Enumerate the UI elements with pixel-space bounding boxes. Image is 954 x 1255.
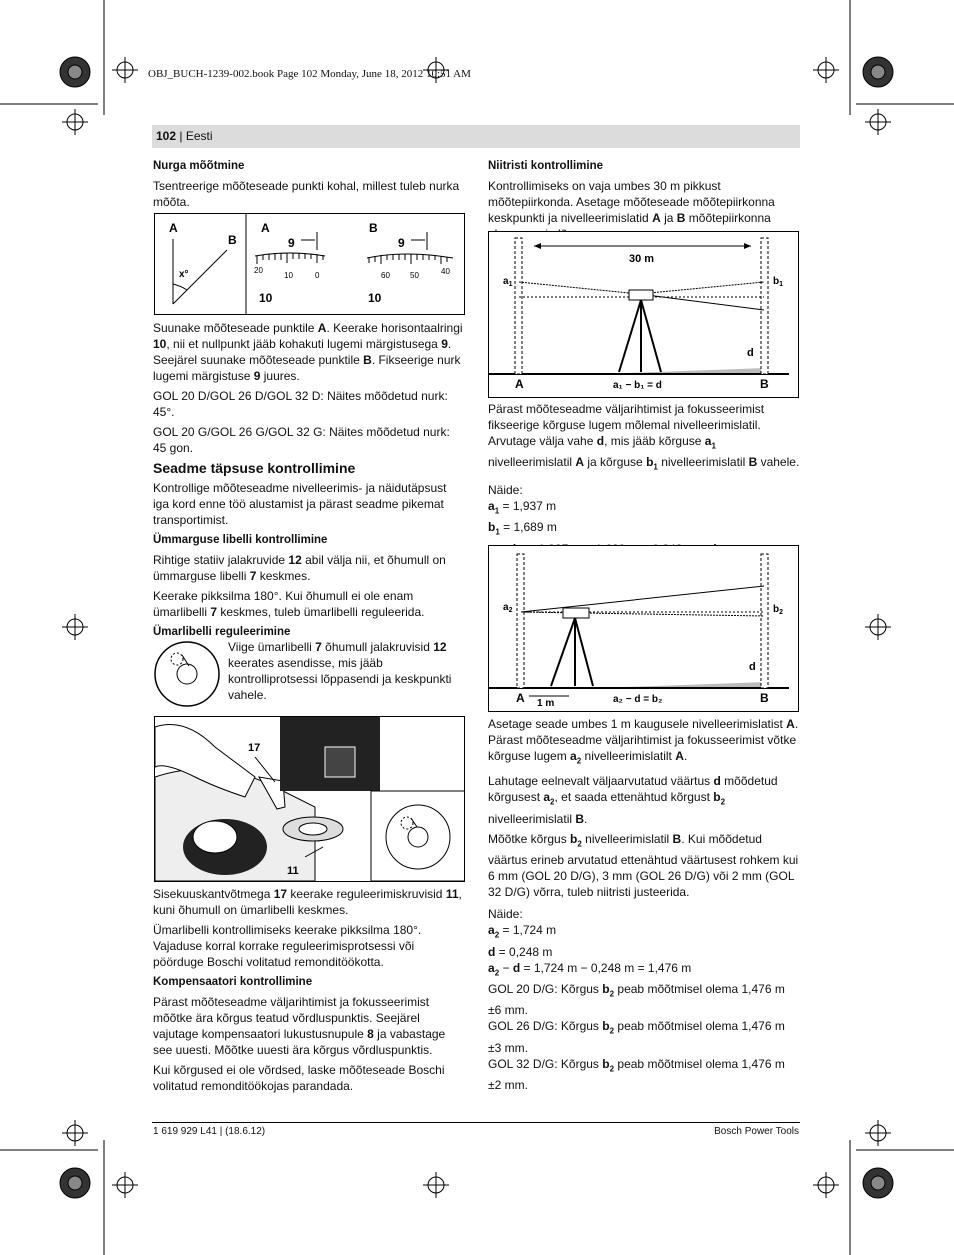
book-slug: OBJ_BUCH-1239-002.book Page 102 Monday, June 18, 2012 10:51 AM bbox=[148, 68, 471, 80]
crosshair-figure-1 bbox=[488, 231, 799, 398]
svg-text:50: 50 bbox=[410, 271, 419, 280]
svg-text:b2: $b_2$ bbox=[773, 604, 784, 616]
adjustment-figure bbox=[154, 716, 465, 882]
ref-11: 11 bbox=[287, 865, 299, 877]
svg-text:a1: $a_1$ bbox=[503, 276, 513, 288]
svg-text:a2: $a_2$ bbox=[503, 602, 513, 614]
heading-circular-level: Ümmarguse libelli kontrollimine bbox=[153, 534, 328, 546]
svg-text:0: 0 bbox=[315, 271, 320, 280]
footer-rule bbox=[152, 1122, 800, 1123]
right-column-middle: Pärast mõõteseadme väljarihtimist ja fokusseerimist fikseerige kõrguse lugem mõlemal nivelleerimislatil. Arvutage välja vahe d, mis jääb kõrguse $a_1$ nivelleerimislatil A ja kõrguse $b_1$ nivelleerimislatil B vahele. Näide: $a_1 = 1,937$ m $b_1 = 1,689$ m bbox=[488, 402, 800, 537]
page-header: 102 | Eesti bbox=[156, 129, 213, 143]
heading-compensator: Kompensaatori kontrollimine bbox=[153, 976, 313, 988]
angle-label-b: B bbox=[228, 233, 237, 247]
svg-text:10: 10 bbox=[284, 271, 293, 280]
svg-text:d: d bbox=[749, 661, 756, 673]
left-column-bottom: Sisekuuskantvõtmega 17 keerake reguleerimiskruvisid 11, kuni õhumull on ümarlibelli keskmes. Ümarlibelli kontrollimiseks keerake pikksilma 180°. Vajaduse korral korrake reguleerimisprotsessi või pöörduge Boschi volitatud remonditöökotta. Kompensaatori kontrollimine Pärast mõõteseadme väljarihtimist ja fokusseerimist mõõtke ära kõrgus teatud võrdluspunktis. Seejärel vajutage kompensaatori lukustusnupule 8 ja vabastage see uuesti. Mõõtke uuesti ära kõrgus võrdluspunktis. Kui kõrgused ei ole võrdsed, laske mõõteseade Boschi volitatud remonditöökojas parandada. bbox=[153, 886, 465, 1098]
svg-text:20: 20 bbox=[254, 266, 263, 275]
svg-text:A: A bbox=[516, 691, 525, 705]
heading-accuracy-check: Seadme täpsuse kontrollimine bbox=[153, 460, 356, 476]
heading-level-adjust: Ümarlibelli reguleerimine bbox=[153, 626, 291, 638]
bubble-level-icon bbox=[153, 640, 221, 708]
svg-text:a₂ − d = b₂: a₂ − d = b₂ bbox=[613, 694, 663, 705]
page-header-bar bbox=[152, 125, 800, 148]
page-number: 102 bbox=[156, 129, 177, 143]
svg-text:B: B bbox=[760, 691, 769, 705]
left-column-middle: Suunake mõõteseade punktile A. Keerake horisontaalringi 10, nii et nullpunkt jääb kohakuti lugemi märgistusega 9. Seejärel suunake mõõteseade punktile B. Fikseerige nurk lugemi märgistuse 9 juures. GOL 20 D/GOL 26 D/GOL 32 D: Näites mõõdetud nurk: 45°. GOL 20 G/GOL 26 G/GOL 32 G: Näites mõõdetud nurk: 45 gon. Seadme täpsuse kontrollimine Kontrollige mõõteseadme nivelleerimis- ja näidutäpsust iga kord enne töö alustamist ja pärast seadme pikemat transportimist. Ümmarguse libelli kontrollimine Rihtige statiiv jalakruvide 12 abil välja nii, et õhumull on ümmarguse libelli 7 keskmes. Keerake pikksilma 180°. Kui õhumull ei ole enam ümarlibelli 7 keskmes, tuleb ümarlibelli reguleerida. Ümarlibelli reguleerimine bbox=[153, 320, 465, 644]
svg-text:b1: $b_1$ bbox=[773, 276, 784, 288]
panel-b-nine: 9 bbox=[398, 236, 405, 250]
svg-text:a₁ − b₁ = d: a₁ − b₁ = d bbox=[613, 380, 662, 391]
ref-17: 17 bbox=[248, 742, 261, 754]
right-column-bottom: Asetage seade umbes 1 m kaugusele nivelleerimislatist A. Pärast mõõteseadme väljarihtimist ja fokusseerimist võtke kõrguse lugem $a_2$ nivelleerimislatilt A. Lahutage eelnevalt väljaarvutatud väärtus d mõõdetud kõrgusest $a_2$, et saada ettenähtud kõrgust $b_2$ nivelleerimislatil B. Mõõtke kõrgus $b_2$ nivelleerimislatil B. Kui mõõdetud väärtus erineb arvutatud ettenähtud väärtusest rohkem kui 6 mm (GOL 20 D/G), 3 mm (GOL 26 D/G) või 2 mm (GOL 32 D/G) võrra, tuleb niitristi justeerida. Näide: $a_2 = 1,724$ m d = 0,248 m $a_2 - d = 1,724$ m − 0,248 m = 1,476 m GOL 20 D/G: Kõrgus $b_2$ peab mõõtmisel olema 1,476 m ±6 mm. GOL 26 D/G: Kõrgus $b_2$ peab mõõtmisel olema 1,476 m ±3 mm. GOL 32 D/G: Kõrgus $b_2$ peab mõõtmisel olema 1,476 m ±2 mm. bbox=[488, 717, 799, 1093]
angle-figure bbox=[154, 213, 465, 315]
svg-text:A: A bbox=[515, 377, 524, 391]
svg-text:60: 60 bbox=[381, 271, 390, 280]
left-column-top: Nurga mõõtmine Tsentreerige mõõteseade punkti kohal, millest tuleb nurka mõõta. bbox=[153, 156, 465, 214]
heading-angle: Nurga mõõtmine bbox=[153, 160, 245, 172]
panel-b-ten: 10 bbox=[368, 291, 382, 305]
panel-a-label: A bbox=[261, 221, 270, 235]
section-name: Eesti bbox=[185, 129, 213, 143]
footer-doc-id: 1 619 929 L41 | (18.6.12) bbox=[153, 1126, 266, 1137]
svg-text:B: B bbox=[760, 377, 769, 391]
footer-brand: Bosch Power Tools bbox=[714, 1126, 799, 1137]
svg-text:40: 40 bbox=[441, 267, 450, 276]
right-column-top: Niitristi kontrollimine Kontrollimiseks on vaja umbes 30 m pikkust mõõtepiirkonda. Asetage mõõteseade mõõtepiirkonna keskpunkti ja nivelleerimislatid A ja B mõõtepiirkonna bbox=[488, 156, 800, 246]
panel-b-label: B bbox=[369, 221, 378, 235]
svg-text:d: d bbox=[747, 347, 754, 359]
angle-label-a: A bbox=[169, 221, 178, 235]
crosshair-figure-2 bbox=[488, 545, 799, 712]
svg-text:1 m: 1 m bbox=[537, 698, 555, 709]
distance-30m: 30 m bbox=[629, 253, 655, 265]
panel-a-ten: 10 bbox=[259, 291, 273, 305]
panel-a-nine: 9 bbox=[288, 236, 295, 250]
heading-crosshair: Niitristi kontrollimine bbox=[488, 160, 604, 172]
angle-x-label: x° bbox=[179, 269, 189, 280]
